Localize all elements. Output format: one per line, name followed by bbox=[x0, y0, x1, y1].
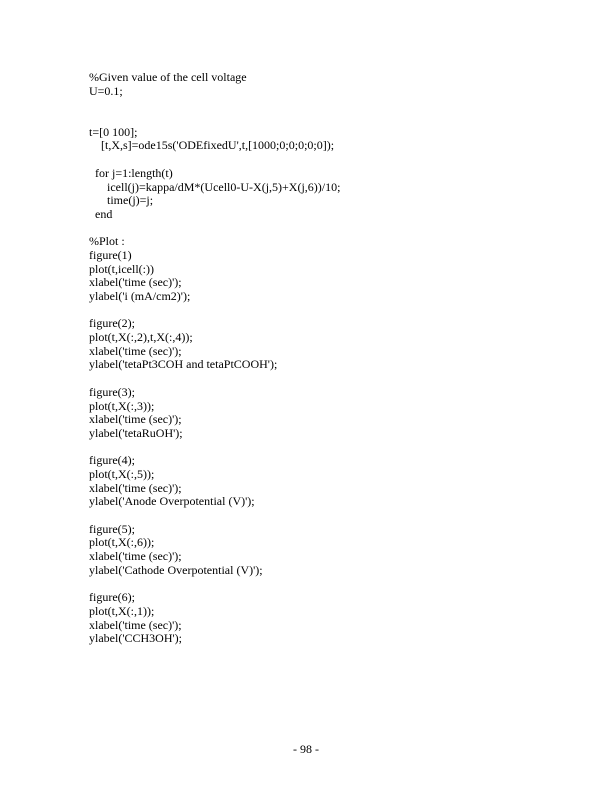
code-line: ylabel('CCH3OH'); bbox=[89, 631, 182, 646]
code-line: xlabel('time (sec)'); bbox=[89, 480, 182, 495]
blank-line bbox=[89, 153, 569, 167]
code-line: ylabel('tetaPt3COH and tetaPtCOOH'); bbox=[89, 357, 278, 372]
code-line: ylabel('Anode Overpotential (V)'); bbox=[89, 494, 255, 509]
blank-line bbox=[89, 509, 569, 523]
code-line: plot(t,icell(:)) bbox=[89, 261, 154, 276]
code-line: figure(1) bbox=[89, 247, 132, 262]
code-line: time(j)=j; bbox=[89, 193, 154, 208]
code-line: xlabel('time (sec)'); bbox=[89, 275, 182, 290]
code-line: plot(t,X(:,2),t,X(:,4)); bbox=[89, 330, 193, 345]
page-number: - 98 - bbox=[293, 742, 319, 756]
code-line: [t,X,s]=ode15s('ODEfixedU',t,[1000;0;0;0;0;0]); bbox=[89, 138, 335, 153]
code-line: plot(t,X(:,3)); bbox=[89, 398, 155, 413]
code-line: end bbox=[89, 206, 113, 221]
blank-line bbox=[89, 372, 569, 386]
code-line: U=0.1; bbox=[89, 83, 123, 98]
code-line: plot(t,X(:,6)); bbox=[89, 535, 155, 550]
blank-line bbox=[89, 441, 569, 455]
code-line: xlabel('time (sec)'); bbox=[89, 617, 182, 632]
code-line: figure(4); bbox=[89, 453, 135, 468]
code-line: for j=1:length(t) bbox=[89, 165, 173, 180]
code-line: figure(3); bbox=[89, 384, 135, 399]
code-line: xlabel('time (sec)'); bbox=[89, 343, 182, 358]
code-line: plot(t,X(:,5)); bbox=[89, 466, 155, 481]
code-line: ylabel('i (mA/cm2)'); bbox=[89, 289, 191, 303]
code-line: ylabel('tetaRuOH'); bbox=[89, 425, 183, 440]
code-line: plot(t,X(:,1)); bbox=[89, 603, 155, 618]
blank-line bbox=[89, 112, 569, 126]
blank-line bbox=[89, 304, 569, 318]
code-line: figure(6); bbox=[89, 590, 135, 605]
code-line: ylabel('Cathode Overpotential (V)'); bbox=[89, 562, 263, 577]
blank-line bbox=[89, 577, 569, 591]
code-line: %Given value of the cell voltage bbox=[89, 70, 247, 84]
code-line: figure(2); bbox=[89, 316, 135, 331]
matlab-code-listing bbox=[89, 71, 569, 646]
code-line: %Plot : bbox=[89, 234, 125, 249]
code-line: figure(5); bbox=[89, 521, 135, 536]
blank-line bbox=[89, 222, 569, 236]
code-line: xlabel('time (sec)'); bbox=[89, 549, 182, 564]
blank-line bbox=[89, 98, 569, 112]
code-line: icell(j)=kappa/dM*(Ucell0-U-X(j,5)+X(j,6))/10; bbox=[89, 179, 341, 194]
code-line: xlabel('time (sec)'); bbox=[89, 412, 182, 427]
code-line: t=[0 100]; bbox=[89, 124, 138, 139]
